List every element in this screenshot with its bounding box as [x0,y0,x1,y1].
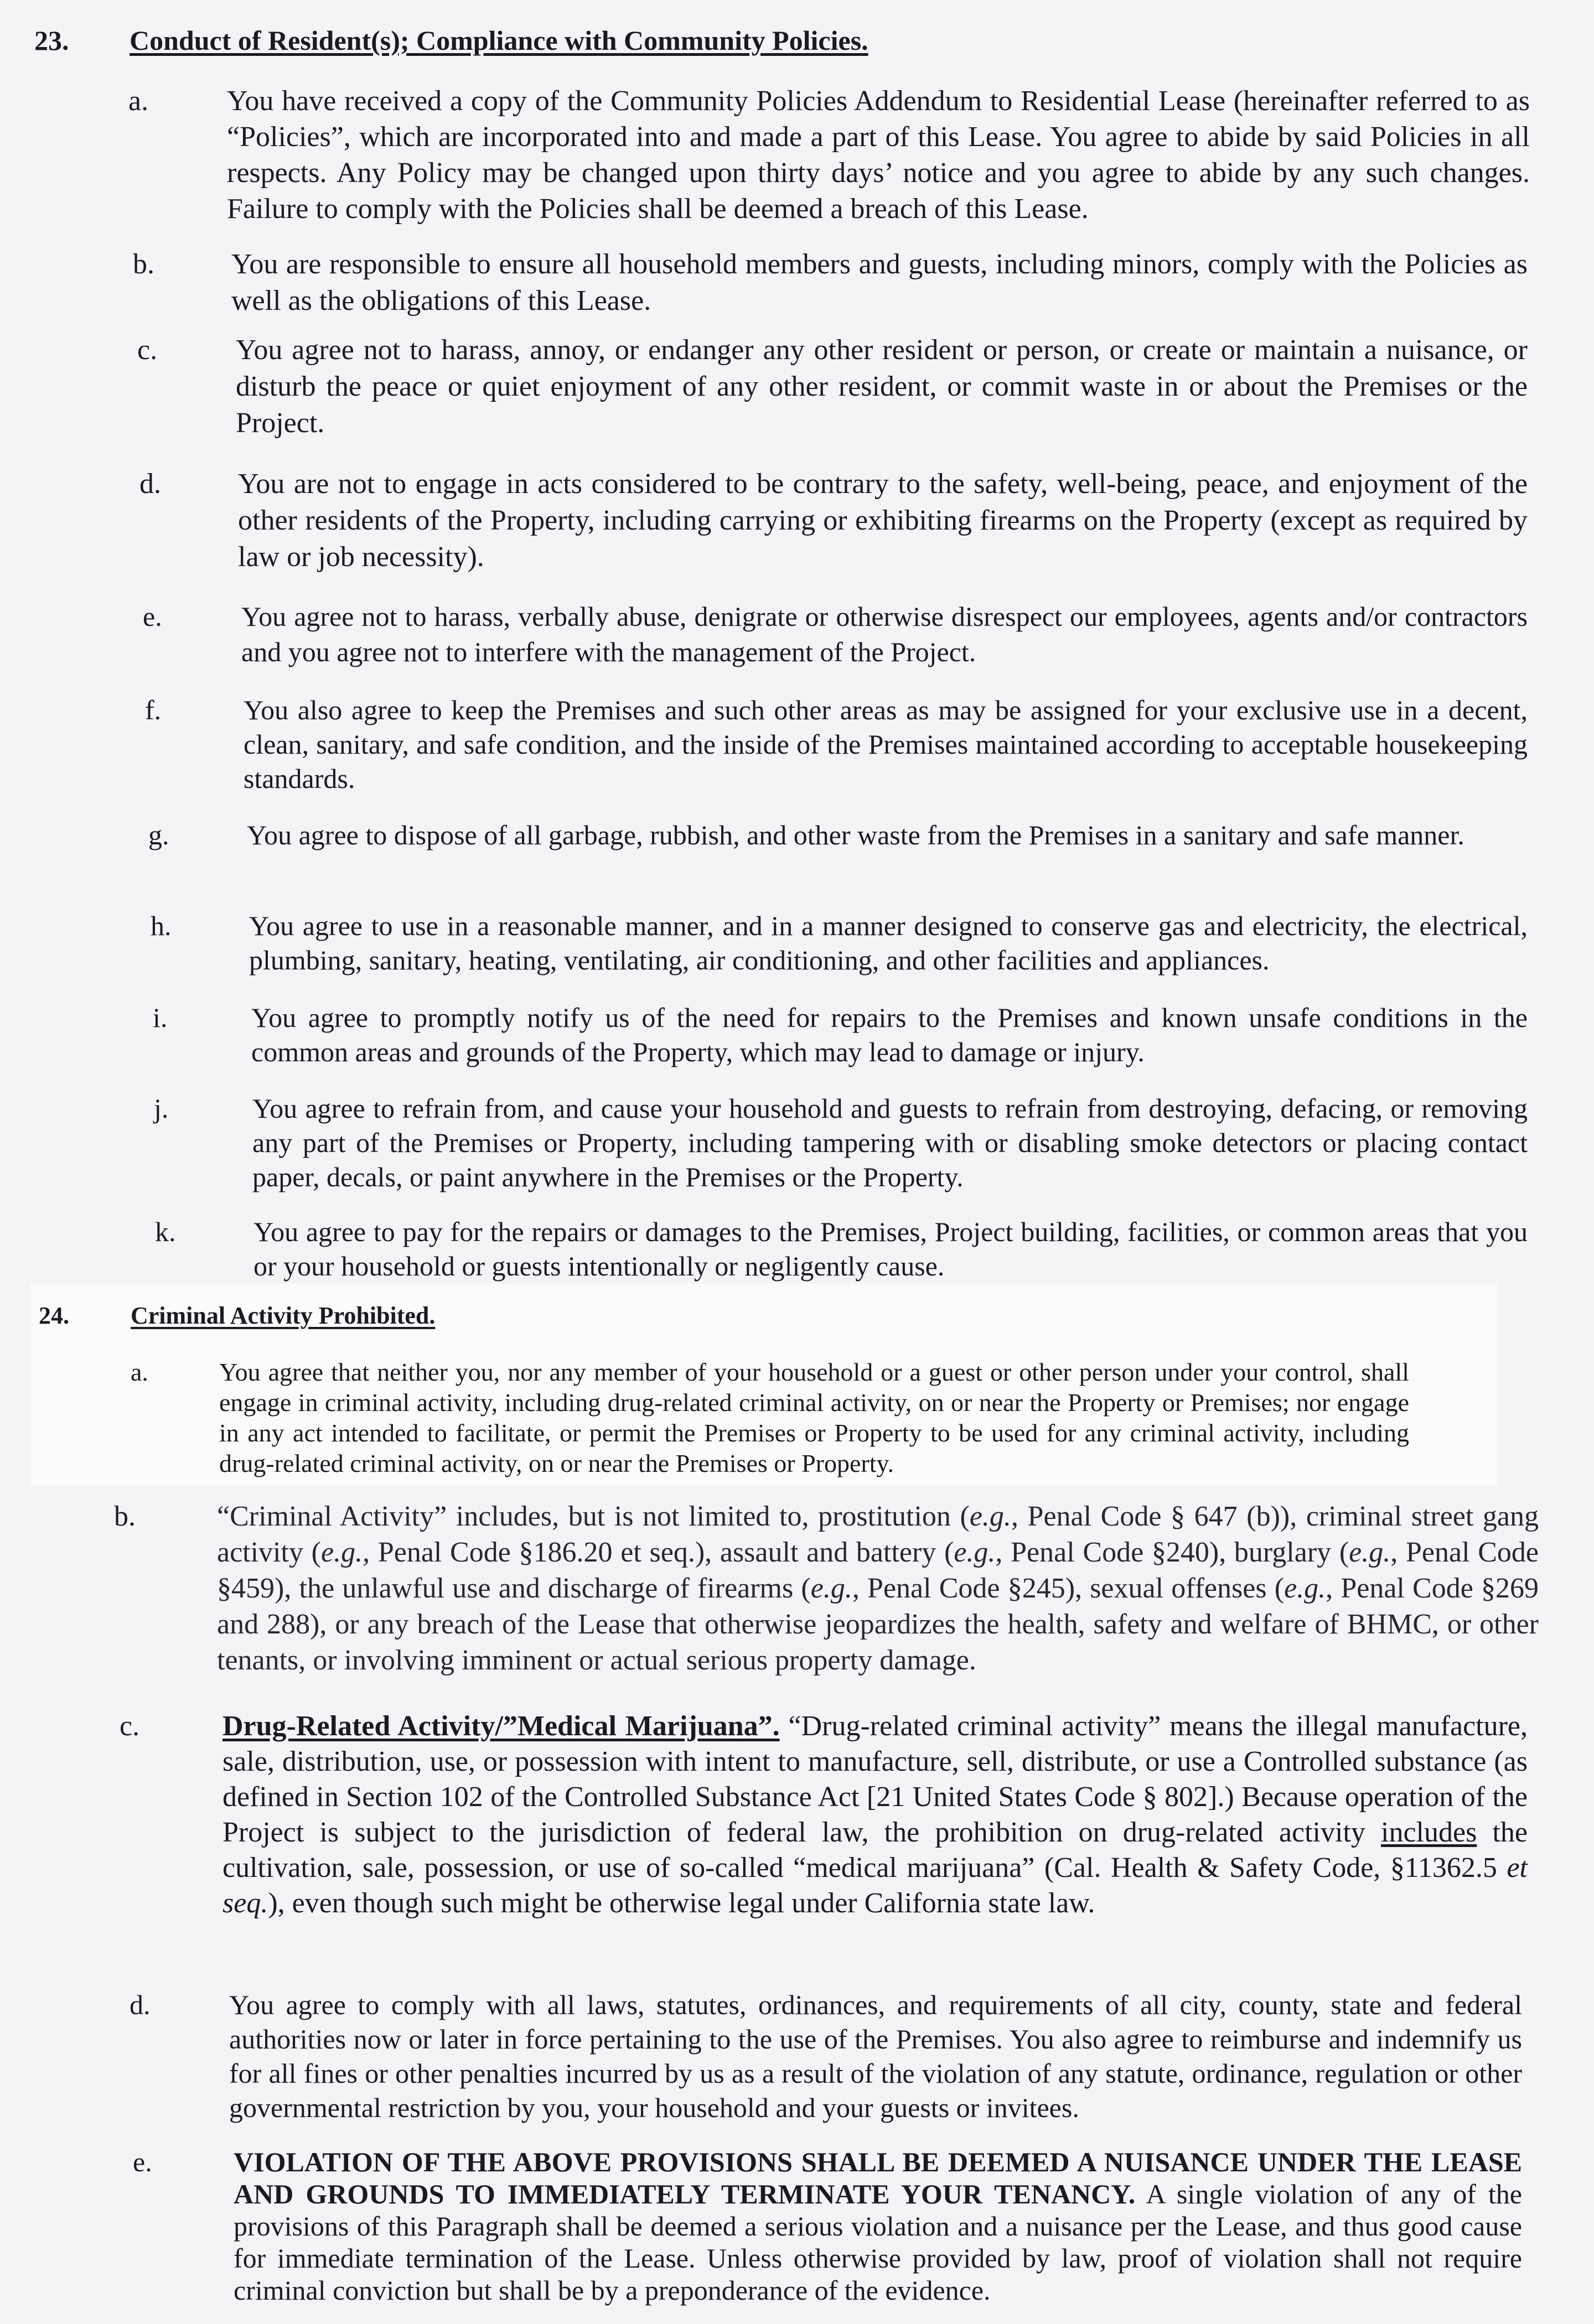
eg-italic: e.g. [1284,1573,1326,1604]
clause-23k [155,1215,1528,1283]
clause-letter: h. [151,910,172,941]
clause-letter: i. [153,1002,168,1033]
text-run: , Penal Code § 647 (b)), criminal street gang activity ( [217,1501,1539,1568]
clause-text: You agree to dispose of all garbage, rubbish, and other waste from the Premises in a sanitary and safe manner. [247,819,1464,850]
clause-text: You are not to engage in acts considered to be contrary to the safety, well-being, peace, and enjoyment of the other residents of the Property, including carrying or exhibiting firearms on the Property (except as required by law or job necessity). [238,468,1528,573]
clause-letter: b. [133,248,154,280]
section-23-heading [34,24,868,56]
clause-23i [153,1000,1528,1069]
clause-letter: a. [131,1358,148,1386]
clause-heading: Drug-Related Activity/”Medical Marijuana”. [222,1710,780,1742]
clause-23j [154,1091,1528,1194]
clause-23b [133,246,1528,319]
clause-letter: d. [139,468,161,500]
clause-letter: f. [145,694,162,725]
text-run: A single violation of any of the provisions of this Paragraph shall be deemed a serious violation and a nuisance per the Lease, and thus good cause for immediate termination of the Lease. Unless otherwise provided by law, proof of violation shall not require criminal conviction but shall be by a preponderance of the evidence. [234,2178,1522,2306]
eg-italic: e.g. [954,1537,996,1568]
clause-text [217,1498,1539,1678]
text-run: , Penal Code §240), burglary ( [995,1537,1349,1568]
clause-23h [151,909,1528,977]
section-number: 24. [39,1302,69,1329]
text-run: , Penal Code §186.20 et seq.), assault and battery ( [363,1537,954,1568]
text-run: , Penal Code §269 and 288), or any breach of the Lease that otherwise jeopardizes the health, safety and welfare of BHMC, or other tenants, or involving imminent or actual serious property damage. [217,1573,1539,1676]
section-title: Criminal Activity Prohibited. [131,1302,436,1329]
clause-letter: j. [154,1093,169,1124]
violation-warning: VIOLATION OF THE ABOVE PROVISIONS SHALL BE DEEMED A NUISANCE UNDER THE LEASE AND GROUNDS TO IMMEDIATELY TERMINATE YOUR TENANCY. [234,2146,1522,2209]
clause-letter: e. [143,601,162,632]
clause-24a [131,1357,1409,1479]
clause-text: You agree to use in a reasonable manner, and in a manner designed to conserve gas and electricity, the electrical, plumbing, sanitary, heating, ventilating, air conditioning, and other facilities and appliances. [249,910,1528,976]
clause-23c [137,332,1528,442]
text-run: the cultivation, sale, possession, or use of so-called “medical marijuana” (Cal. Health & Safety Code, §11362.5 [222,1817,1528,1884]
clause-23a [128,83,1530,227]
clause-23d [139,466,1528,575]
clause-24b [114,1498,1539,1678]
text-run: “Criminal Activity” includes, but is not limited to, prostitution ( [217,1501,970,1532]
section-title: Conduct of Resident(s); Compliance with Community Policies. [130,25,868,56]
eg-italic: e.g. [969,1501,1011,1532]
clause-23f [145,693,1528,796]
clause-letter: c. [137,334,158,366]
eg-italic: e.g. [1349,1537,1391,1568]
clause-letter: c. [120,1710,140,1742]
clause-letter: b. [114,1501,136,1532]
clause-text: You are responsible to ensure all household members and guests, including minors, comply with the Policies as well as the obligations of this Lease. [231,248,1528,317]
clause-text [222,1709,1528,1921]
clause-text: You also agree to keep the Premises and such other areas as may be assigned for your exclusive use in a decent, clean, sanitary, and safe condition, and the inside of the Premises maintained according to acceptable housekeeping standards. [244,694,1528,794]
clause-23e [143,599,1528,670]
et-seq-italic: et seq. [222,1852,1528,1919]
clause-letter: a. [128,85,149,117]
clause-text: You have received a copy of the Community Policies Addendum to Residential Lease (hereinafter referred to as “Policies”, which are incorporated into and made a part of this Lease. You agree to abide by said Policies in all respects. Any Policy may be changed upon thirty days’ notice and you agree to abide by any such changes. Failure to comply with the Policies shall be deemed a breach of this Lease. [227,85,1530,225]
clause-letter: k. [155,1216,176,1247]
clause-text: You agree to promptly notify us of the need for repairs to the Premises and known unsafe conditions in the common areas and grounds of the Property, which may lead to damage or injury. [251,1002,1528,1067]
clause-letter: d. [130,1989,151,2020]
clause-text: You agree not to harass, annoy, or endanger any other resident or person, or create or maintain a nuisance, or disturb the peace or quiet enjoyment of any other resident, or commit waste in or about the Premises or the Project. [236,334,1528,439]
text-run: “Drug-related criminal activity” means the illegal manufacture, sale, distribution, use, or possession with intent to manufacture, sell, distribute, or use a Controlled substance (as defined in Section 102 of the Controlled Substance Act [21 United States Code § 802].) Because operation of the Project is subject to the jurisdiction of federal law, the prohibition on drug-related activity [222,1710,1528,1848]
clause-23g [148,818,1528,852]
clause-text: You agree that neither you, nor any member of your household or a guest or other person under your control, shall engage in criminal activity, including drug-related criminal activity, on or near the Property or Premises; nor engage in any act intended to facilitate, or permit the Premises or Property to be used for any criminal activity, including drug-related criminal activity, on or near the Premises or Property. [219,1358,1409,1477]
clause-letter: g. [148,819,169,850]
clause-text: You agree not to harass, verbally abuse, denigrate or otherwise disrespect our employees, agents and/or contractors and you agree not to interfere with the management of the Project. [241,601,1528,667]
clause-24c [120,1709,1528,1921]
section-number: 23. [34,25,69,56]
clause-24d [130,1988,1522,2125]
clause-text: You agree to refrain from, and cause your household and guests to refrain from destroying, defacing, or removing any part of the Premises or Property, including tampering with or disabling smoke detectors or placing contact paper, decals, or paint anywhere in the Premises or the Property. [252,1093,1528,1192]
clause-letter: e. [133,2146,152,2177]
eg-italic: e.g. [321,1537,363,1568]
clause-text: You agree to comply with all laws, statutes, ordinances, and requirements of all city, county, state and federal authorities now or later in force pertaining to the use of the Premises. You also agree to reimburse and indemnify us for all fines or other penalties incurred by us as a result of the violation of any statute, ordinance, regulation or other governmental restriction by you, your household and your guests or invitees. [229,1989,1522,2123]
clause-text [234,2146,1522,2306]
text-run: , Penal Code §459), the unlawful use and discharge of firearms ( [217,1537,1539,1604]
underlined-word: includes [1381,1817,1477,1848]
section-24-heading [39,1301,435,1330]
clause-24e [133,2146,1522,2306]
text-run: ), even though such might be otherwise legal under California state law. [268,1887,1095,1919]
text-run: , Penal Code §245), sexual offenses ( [852,1573,1285,1604]
clause-text: You agree to pay for the repairs or damages to the Premises, Project building, facilities, or common areas that you or your household or guests intentionally or negligently cause. [253,1216,1528,1282]
eg-italic: e.g. [810,1573,852,1604]
